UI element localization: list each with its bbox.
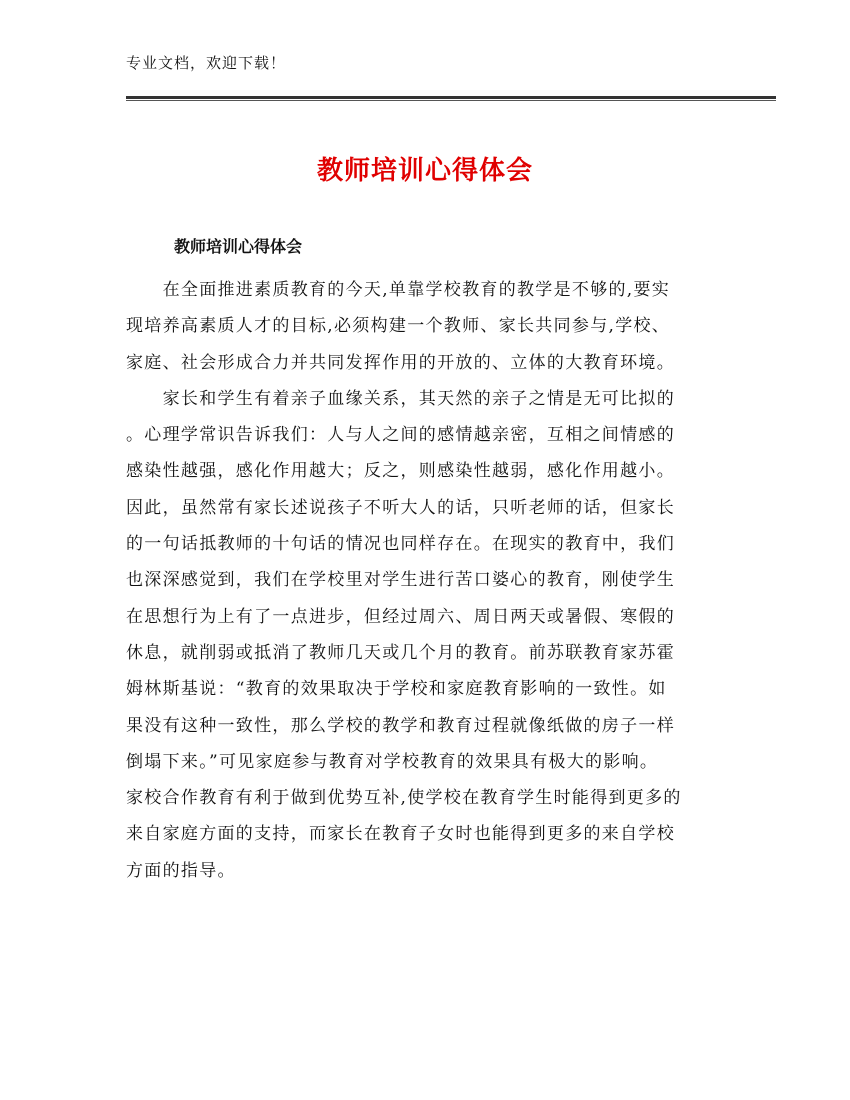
body-line: 果没有这种一致性，那么学校的教学和教育过程就像纸做的房子一样 (126, 715, 675, 736)
body-line: 家庭、社会形成合力并共同发挥作用的开放的、立体的大教育环境。 (126, 352, 675, 373)
header-rule-thin (126, 100, 776, 101)
body-line: 姆林斯基说：“教育的效果取决于学校和家庭教育影响的一致性。如 (126, 679, 667, 700)
body-line: 家长和学生有着亲子血缘关系，其天然的亲子之情是无可比拟的 (126, 388, 675, 409)
body-line: 。心理学常识告诉我们：人与人之间的感情越亲密，互相之间情感的 (126, 425, 675, 446)
body-line: 感染性越强，感化作用越大；反之，则感染性越弱，感化作用越小。 (126, 461, 675, 482)
body-text (126, 272, 726, 889)
body-line: 现培养高素质人才的目标,必须构建一个教师、家长共同参与,学校、 (126, 316, 671, 337)
body-line: 家校合作教育有利于做到优势互补,使学校在教育学生时能得到更多的 (126, 788, 682, 809)
body-line: 来自家庭方面的支持，而家长在教育子女时也能得到更多的来自学校 (126, 824, 675, 845)
body-line: 因此，虽然常有家长述说孩子不听大人的话，只听老师的话，但家长 (126, 497, 675, 518)
body-line: 倒塌下来。”可见家庭参与教育对学校教育的效果具有极大的影响。 (126, 751, 659, 772)
header-text: 专业文档，欢迎下载！ (126, 54, 287, 72)
body-line: 在全面推进素质教育的今天,单靠学校教育的教学是不够的,要实 (126, 280, 671, 300)
header-rule-thick (126, 96, 776, 99)
body-line: 方面的指导。 (126, 860, 236, 881)
body-line: 也深深感觉到，我们在学校里对学生进行苦口婆心的教育，刚使学生 (126, 570, 675, 591)
document-title: 教师培训心得体会 (316, 156, 533, 186)
body-line: 在思想行为上有了一点进步，但经过周六、周日两天或暑假、寒假的 (126, 606, 675, 627)
body-line: 的一句话抵教师的十句话的情况也同样存在。在现实的教育中，我们 (126, 534, 675, 555)
document-subtitle: 教师培训心得体会 (174, 237, 303, 256)
body-line: 休息，就削弱或抵消了教师几天或几个月的教育。前苏联教育家苏霍 (126, 642, 675, 663)
